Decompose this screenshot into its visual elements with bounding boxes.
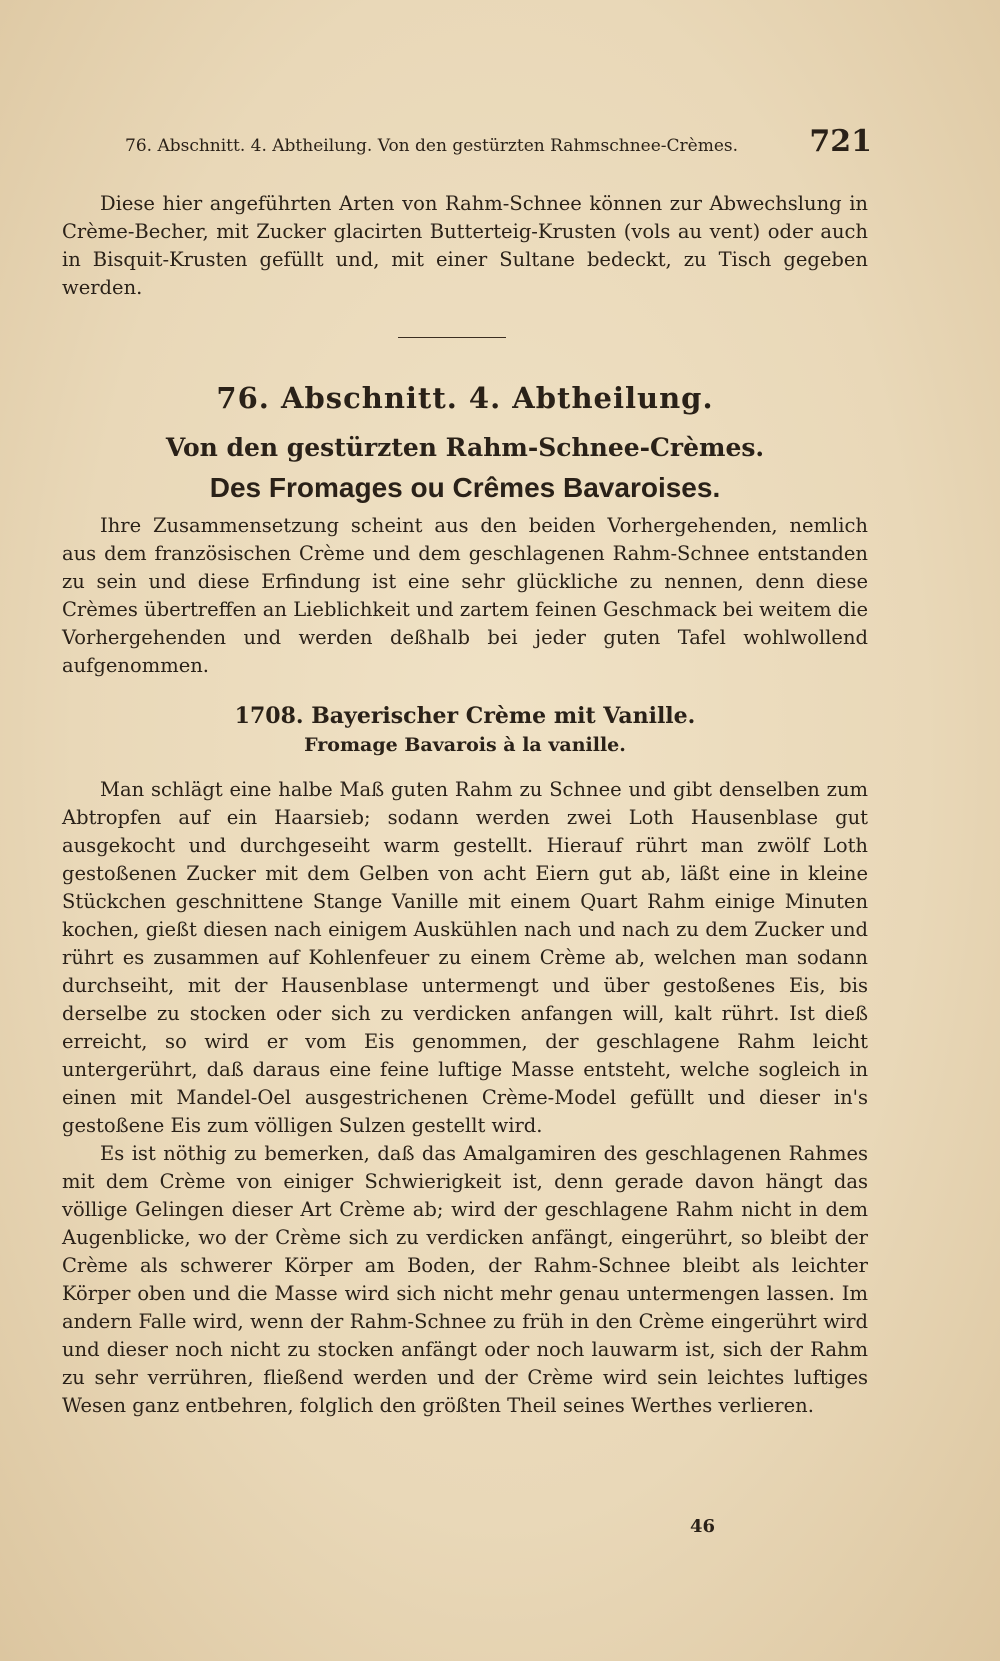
section-intro: Ihre Zusammensetzung scheint aus den beiden Vorhergehenden, nemlich aus dem französischen Crème und dem geschlagenen Rahm-Schnee entstanden zu sein und diese Erfindung ist eine sehr glückliche zu nennen, denn diese Crèmes übertreffen an Lieblichkeit und zartem feinen Geschmack bei weitem die Vorhergehenden und werden deßhalb bei jeder guten Tafel wohlwollend aufgenommen.	[62, 514, 868, 677]
page-header	[125, 124, 872, 164]
recipe-title: 1708. Bayerischer Crème mit Vanille.	[234, 703, 696, 729]
recipe-body	[62, 776, 868, 1420]
recipe-subtitle: Fromage Bavarois à la vanille.	[304, 734, 626, 756]
section-subtitle-french: Des Fromages ou Crêmes Bavaroises.	[209, 472, 721, 503]
page-number: 721	[809, 124, 872, 159]
signature-mark: 46	[690, 1516, 716, 1537]
recipe-paragraph-1: Man schlägt eine halbe Maß guten Rahm zu Schnee und gibt denselben zum Abtropfen auf ein Haarsieb; sodann werden zwei Loth Hausenblase gut ausgekocht und durchgeseiht warm gestellt. Hierauf rührt man zwölf Loth gestoßenen Zucker mit dem Gelben von acht Eiern gut ab, läßt eine in kleine Stückchen geschnittene Stange Vanille mit einem Quart Rahm einige Minuten kochen, gießt diesen nach einigem Auskühlen nach und nach zu dem Zucker und rührt es zusammen auf Kohlenfeuer zu einem Crème ab, welchen man sodann durchseiht, mit der Hausenblase untermengt und über gestoßenes Eis, bis derselbe zu stocken oder sich zu verdicken anfangen will, kalt rührt. Ist dieß erreicht, so wird er vom Eis genommen, der geschlagene Rahm leicht untergerührt, daß daraus eine feine luftige Masse entsteht, welche sogleich in einen mit Mandel-Oel ausgestrichenen Crème-Model gefüllt und dieser in's gestoßene Eis zum völligen Sulzen gestellt wird.	[62, 778, 868, 1137]
section-divider	[398, 337, 506, 338]
section-title: 76. Abschnitt. 4. Abtheilung.	[216, 381, 714, 415]
section-subtitle-german: Von den gestürzten Rahm-Schnee-Crèmes.	[165, 433, 765, 462]
intro-paragraph: Diese hier angeführten Arten von Rahm-Schnee können zur Abwechslung in Crème-Becher, mit Zucker glacirten Butterteig-Krusten (vols au vent) oder auch in Bisquit-Krusten gefüllt und, mit einer Sultane bedeckt, zu Tisch gegeben werden.	[62, 192, 868, 299]
running-title: 76. Abschnitt. 4. Abtheilung. Von den gestürzten Rahmschnee-Crèmes.	[125, 136, 739, 156]
recipe-paragraph-2: Es ist nöthig zu bemerken, daß das Amalgamiren des geschlagenen Rahmes mit dem Crème von einiger Schwierigkeit ist, denn gerade davon hängt das völlige Gelingen dieser Art Crème ab; wird der geschlagene Rahm nicht in dem Augenblicke, wo der Crème sich zu verdicken anfängt, eingerührt, so bleibt der Crème als schwerer Körper am Boden, der Rahm-Schnee bleibt als leichter Körper oben und die Masse wird sich nicht mehr genau untermengen lassen. Im andern Falle wird, wenn der Rahm-Schnee zu früh in den Crème eingerührt wird und dieser noch nicht zu stocken anfängt oder noch lauwarm ist, sich der Rahm zu sehr verrühren, fließend werden und der Crème wird sein leichtes luftiges Wesen ganz entbehren, folglich den größten Theil seines Werthes verlieren.	[62, 1142, 868, 1417]
